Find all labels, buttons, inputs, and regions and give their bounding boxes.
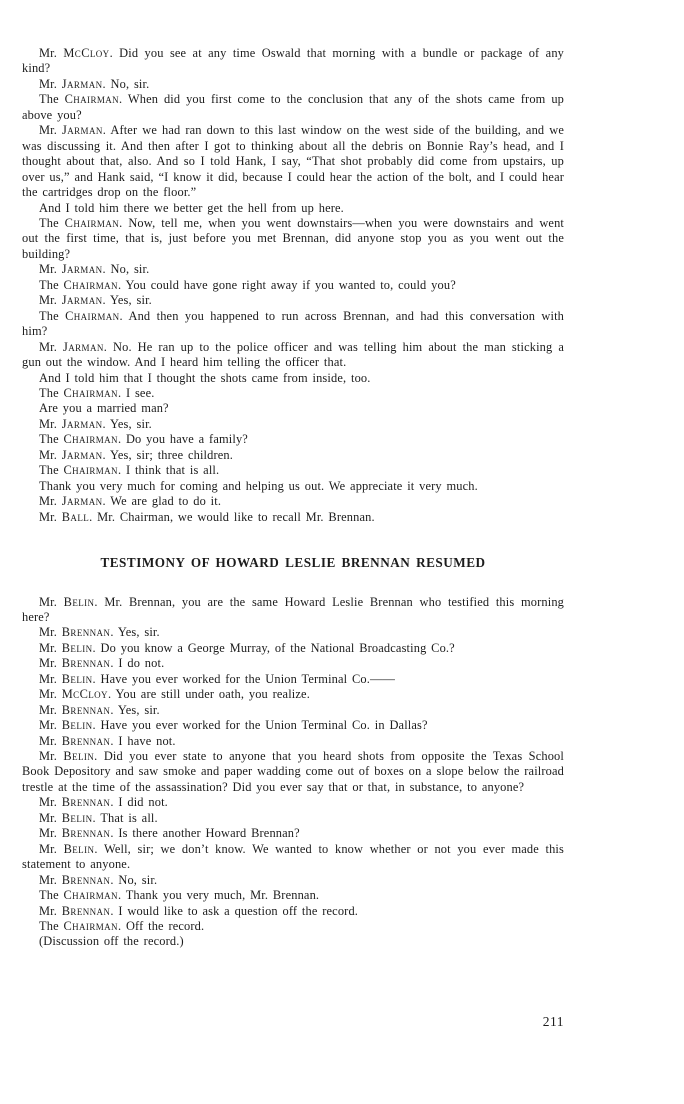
testimony-text: Yes, sir. — [117, 625, 160, 640]
testimony-text: Mr. Brennan, you are the same Howard Leslie Brennan who testified this morning here? — [22, 594, 565, 624]
testimony-paragraph — [22, 595, 564, 626]
testimony-text: (Discussion off the record.) — [39, 934, 184, 949]
testimony-paragraph — [22, 386, 564, 401]
testimony-text: Yes, sir. — [110, 293, 152, 308]
speaker-title: The — [39, 277, 59, 292]
speaker-surname: Jarman — [63, 339, 104, 354]
testimony-paragraph — [22, 873, 564, 888]
speaker-title: Mr. — [39, 494, 58, 509]
speaker-surname: Chairman — [63, 432, 118, 447]
speaker-name: The Chairman. — [39, 308, 129, 323]
speaker-title: Mr. — [39, 293, 58, 308]
testimony-paragraph — [22, 278, 564, 293]
speaker-name: Mr. Brennan. — [39, 625, 118, 640]
testimony-text: Do you know a George Murray, of the National Broadcasting Co.? — [100, 640, 455, 655]
speaker-title: Mr. — [39, 625, 58, 640]
testimony-text: No, sir. — [118, 872, 158, 887]
speaker-name: Mr. Brennan. — [39, 795, 119, 810]
speaker-surname: Chairman — [64, 215, 120, 230]
speaker-name: Mr. Belin. — [39, 640, 101, 655]
speaker-surname: Chairman — [65, 308, 120, 323]
testimony-text: I have not. — [118, 733, 176, 748]
testimony-paragraph — [22, 826, 564, 841]
testimony-paragraph — [22, 904, 564, 919]
testimony-text: Yes, sir. — [117, 702, 160, 717]
speaker-title: The — [39, 308, 59, 323]
testimony-text: Do you have a family? — [125, 432, 248, 447]
testimony-paragraph — [22, 293, 564, 308]
speaker-name: The Chairman. — [39, 215, 129, 230]
speaker-title: The — [39, 888, 59, 903]
speaker-surname: Belin — [63, 749, 95, 764]
testimony-text: Well, sir; we don’t know. We wanted to know whether or not you ever made this statement to anyone. — [22, 841, 564, 872]
speaker-name: Mr. Belin. — [39, 810, 101, 825]
speaker-surname: Jarman — [61, 293, 103, 308]
testimony-paragraph — [22, 672, 564, 687]
testimony-paragraph — [22, 625, 564, 640]
speaker-name: The Chairman. — [39, 919, 126, 934]
testimony-continuation-paragraph — [22, 201, 564, 216]
speaker-surname: Ball — [61, 509, 90, 524]
speaker-title: Mr. — [39, 123, 58, 138]
speaker-surname: Brennan — [61, 903, 111, 918]
testimony-text: Are you a married man? — [39, 401, 169, 416]
speaker-title: Mr. — [39, 262, 58, 277]
speaker-title: Mr. — [39, 826, 58, 841]
testimony-paragraph — [22, 448, 564, 463]
testimony-text: I did not. — [118, 795, 168, 810]
testimony-paragraph — [22, 262, 564, 277]
speaker-surname: Chairman — [63, 888, 118, 903]
testimony-text: I see. — [125, 385, 155, 400]
speaker-name: Mr. Jarman. — [39, 339, 113, 354]
testimony-paragraph — [22, 123, 564, 200]
speaker-surname: Belin — [63, 841, 95, 856]
speaker-surname: Brennan — [61, 733, 111, 748]
speaker-title: Mr. — [39, 810, 58, 825]
testimony-text: Yes, sir. — [110, 416, 152, 431]
speaker-name: Mr. Belin. — [39, 671, 101, 686]
speaker-title: The — [39, 215, 59, 230]
speaker-surname: Belin — [63, 594, 95, 609]
testimony-paragraph — [22, 888, 564, 903]
speaker-title: The — [39, 432, 59, 447]
speaker-surname: Belin — [61, 718, 93, 733]
testimony-text: After we had ran down to this last window on the west side of the building, and we was discussing it. And then after I got to thinking about all the debris on Bonnie Ray’s head, and I thought about that, also. And so I told Hank, I say, “That shot probably did come from upstairs, up over us,” and Hank said, “I know it did, because I could hear the action of the bolt, and I could hear the cartridges drop on the floor.” — [22, 123, 565, 200]
speaker-surname: Brennan — [61, 872, 111, 887]
testimony-text: We are glad to do it. — [110, 494, 222, 509]
speaker-surname: Chairman — [63, 463, 118, 478]
speaker-surname: Brennan — [61, 826, 111, 841]
testimony-continuation-paragraph — [22, 934, 564, 949]
speaker-title: Mr. — [39, 640, 58, 655]
testimony-text: Thank you very much, Mr. Brennan. — [125, 888, 320, 903]
speaker-name: Mr. Jarman. — [39, 494, 111, 509]
testimony-paragraph — [22, 432, 564, 447]
speaker-title: Mr. — [39, 702, 58, 717]
testimony-text: And I told him there we better get the hell from up here. — [39, 200, 344, 215]
speaker-surname: Belin — [61, 671, 93, 686]
testimony-continuation-paragraph — [22, 371, 564, 386]
testimony-text: Have you ever worked for the Union Terminal Co. in Dallas? — [100, 718, 428, 733]
speaker-name: The Chairman. — [39, 432, 126, 447]
speaker-name: Mr. Brennan. — [39, 872, 119, 887]
speaker-name: Mr. Jarman. — [39, 447, 111, 462]
speaker-name: Mr. Jarman. — [39, 76, 111, 91]
testimony-paragraph — [22, 795, 564, 810]
speaker-name: Mr. Jarman. — [39, 416, 111, 431]
speaker-title: The — [39, 92, 59, 107]
speaker-title: Mr. — [39, 841, 58, 856]
testimony-paragraph — [22, 718, 564, 733]
testimony-paragraph — [22, 417, 564, 432]
speaker-title: Mr. — [39, 795, 58, 810]
speaker-surname: Jarman — [61, 447, 103, 462]
speaker-name: Mr. McCloy. — [39, 46, 120, 60]
speaker-surname: Jarman — [61, 262, 103, 277]
speaker-name: Mr. Belin. — [39, 594, 105, 609]
speaker-title: Mr. — [39, 509, 58, 524]
testimony-text: Did you see at any time Oswald that morning with a bundle or package of any kind? — [22, 46, 565, 76]
speaker-title: Mr. — [39, 749, 58, 764]
speaker-name: The Chairman. — [39, 888, 126, 903]
speaker-title: Mr. — [39, 416, 58, 431]
speaker-title: The — [39, 385, 59, 400]
speaker-name: Mr. Belin. — [39, 718, 101, 733]
page-number: 211 — [542, 1014, 564, 1029]
speaker-name: Mr. Ball. — [39, 509, 98, 524]
speaker-surname: McCloy — [63, 46, 110, 60]
speaker-surname: Chairman — [64, 92, 120, 107]
testimony-text: Have you ever worked for the Union Terminal Co.—— — [100, 671, 396, 686]
speaker-surname: Belin — [61, 810, 93, 825]
speaker-name: Mr. Jarman. — [39, 123, 111, 138]
speaker-name: Mr. Brennan. — [39, 826, 119, 841]
testimony-paragraph — [22, 842, 564, 873]
testimony-paragraph — [22, 216, 564, 262]
speaker-surname: Chairman — [63, 277, 118, 292]
speaker-name: Mr. Brennan. — [39, 733, 119, 748]
testimony-text: Now, tell me, when you went downstairs—when you were downstairs and went out the first time, that is, just before you met Brennan, did anyone stop you as you went out the building? — [22, 215, 565, 261]
testimony-text: You could have gone right away if you wanted to, could you? — [125, 277, 456, 292]
testimony-paragraph — [22, 734, 564, 749]
testimony-paragraph — [22, 309, 564, 340]
speaker-title: Mr. — [39, 447, 58, 462]
speaker-title: Mr. — [39, 594, 58, 609]
testimony-text: Yes, sir; three children. — [110, 447, 234, 462]
testimony-text: I do not. — [118, 656, 165, 671]
speaker-title: The — [39, 463, 59, 478]
speaker-title: Mr. — [39, 718, 58, 733]
testimony-text: No, sir. — [110, 76, 150, 91]
speaker-name: The Chairman. — [39, 92, 128, 107]
testimony-paragraph — [22, 919, 564, 934]
speaker-name: The Chairman. — [39, 277, 126, 292]
testimony-paragraph — [22, 340, 564, 371]
speaker-title: Mr. — [39, 76, 58, 91]
testimony-text: Thank you very much for coming and helping us out. We appreciate it very much. — [39, 478, 478, 493]
speaker-title: Mr. — [39, 872, 58, 887]
speaker-name: Mr. Belin. — [39, 749, 104, 764]
speaker-name: The Chairman. — [39, 385, 126, 400]
testimony-paragraph — [22, 494, 564, 509]
testimony-paragraph — [22, 463, 564, 478]
speaker-surname: Brennan — [61, 625, 111, 640]
testimony-text: And then you happened to run across Brennan, and had this conversation with him? — [22, 308, 565, 339]
speaker-title: Mr. — [39, 903, 58, 918]
speaker-title: Mr. — [39, 656, 58, 671]
speaker-surname: Jarman — [61, 76, 103, 91]
speaker-title: Mr. — [39, 46, 58, 60]
testimony-text: When did you first come to the conclusion that any of the shots came from up above you? — [22, 92, 565, 122]
speaker-name: Mr. Brennan. — [39, 903, 119, 918]
testimony-text: Mr. Chairman, we would like to recall Mr. Brennan. — [97, 509, 375, 524]
speaker-name: Mr. Brennan. — [39, 656, 119, 671]
testimony-text: Is there another Howard Brennan? — [118, 826, 300, 841]
speaker-surname: Jarman — [62, 123, 103, 138]
testimony-text: No. He ran up to the police officer and was telling him about the man sticking a gun out the window. And I heard him telling the officer that. — [22, 339, 565, 370]
speaker-surname: Brennan — [61, 795, 111, 810]
testimony-paragraph — [22, 811, 564, 826]
section-heading: TESTIMONY OF HOWARD LESLIE BRENNAN RESUMED — [100, 555, 486, 571]
speaker-surname: McCloy — [61, 687, 108, 702]
testimony-paragraph — [22, 687, 564, 702]
speaker-surname: Brennan — [61, 656, 111, 671]
testimony-text: That is all. — [100, 810, 158, 825]
speaker-surname: Chairman — [63, 919, 118, 934]
speaker-name: The Chairman. — [39, 463, 126, 478]
testimony-continuation-paragraph — [22, 401, 564, 416]
speaker-name: Mr. Brennan. — [39, 702, 118, 717]
testimony-paragraph — [22, 641, 564, 656]
testimony-paragraph — [22, 77, 564, 92]
testimony-paragraph — [22, 92, 564, 123]
speaker-surname: Jarman — [61, 416, 103, 431]
speaker-name: Mr. Jarman. — [39, 293, 111, 308]
testimony-continuation-paragraph — [22, 479, 564, 494]
speaker-surname: Chairman — [63, 385, 118, 400]
testimony-text: I would like to ask a question off the record. — [118, 903, 359, 918]
testimony-text: Off the record. — [125, 919, 205, 934]
testimony-paragraph — [22, 46, 564, 77]
speaker-name: Mr. Belin. — [39, 841, 104, 856]
speaker-name: Mr. Jarman. — [39, 262, 111, 277]
testimony-text: I think that is all. — [125, 463, 220, 478]
testimony-text: Did you ever state to anyone that you heard shots from opposite the Texas School Book Depository and saw smoke and paper wadding come out of boxes on a slope below the railroad trestle at the time of the assassination? Did you ever say that or that, in substance, to anyone? — [22, 749, 564, 794]
testimony-text: And I told him that I thought the shots came from inside, too. — [39, 370, 371, 385]
speaker-title: The — [39, 919, 59, 934]
speaker-name: Mr. McCloy. — [39, 687, 116, 702]
testimony-text: You are still under oath, you realize. — [115, 687, 310, 702]
speaker-title: Mr. — [39, 687, 58, 702]
speaker-title: Mr. — [39, 339, 58, 354]
testimony-paragraph — [22, 749, 564, 795]
speaker-surname: Brennan — [61, 702, 111, 717]
speaker-title: Mr. — [39, 671, 58, 686]
speaker-surname: Belin — [61, 640, 93, 655]
testimony-text-block — [22, 46, 564, 950]
speaker-title: Mr. — [39, 733, 58, 748]
testimony-text: No, sir. — [110, 262, 150, 277]
testimony-paragraph — [22, 510, 564, 525]
speaker-surname: Jarman — [61, 494, 103, 509]
testimony-paragraph — [22, 703, 564, 718]
testimony-paragraph — [22, 656, 564, 671]
